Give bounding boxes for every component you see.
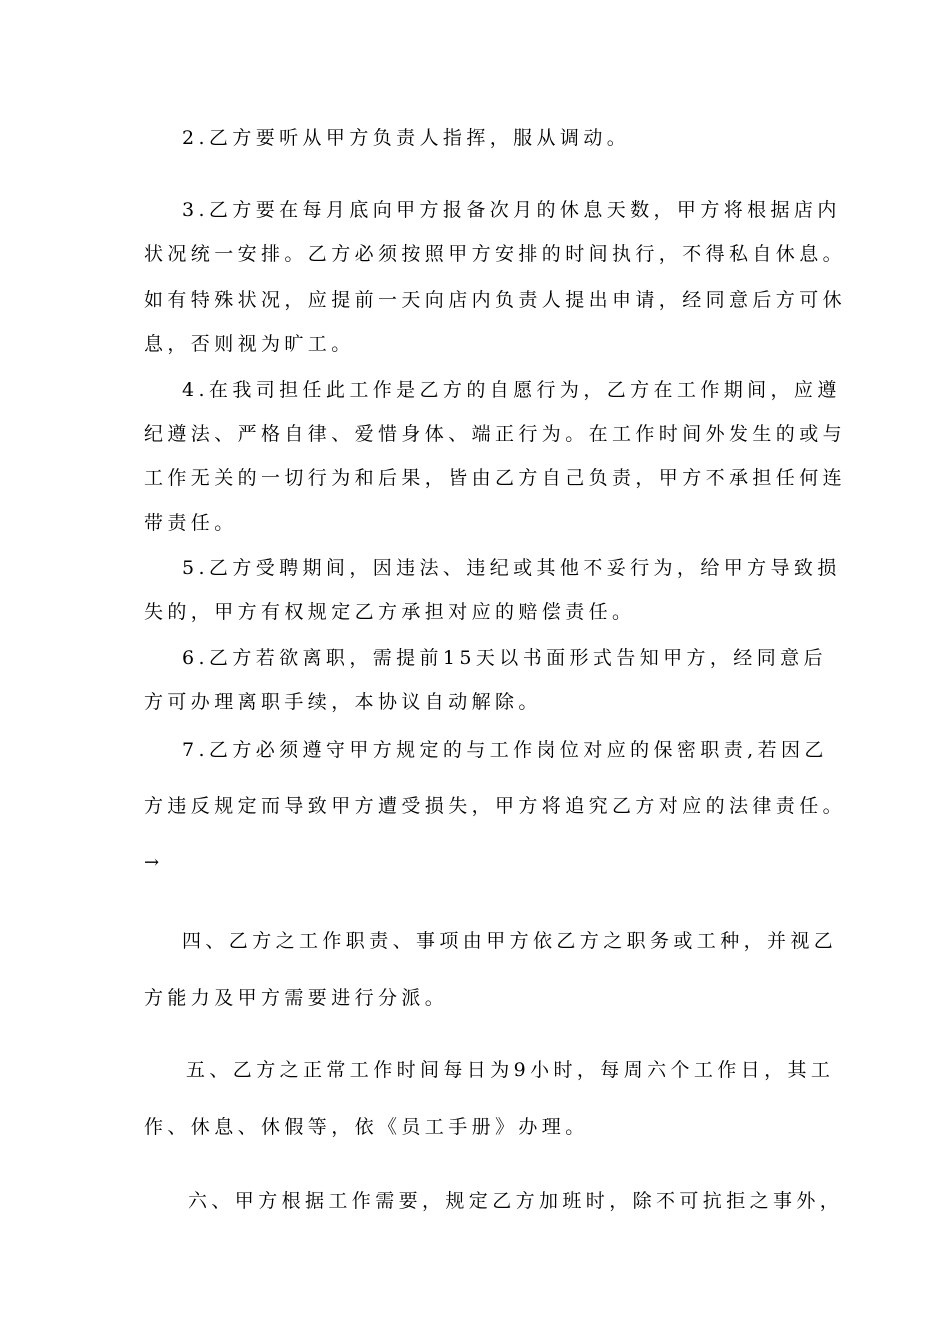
- clause-2: 2.乙方要听从甲方负责人指挥，服从调动。: [182, 127, 631, 149]
- clause-4-line-1: 4.在我司担任此工作是乙方的自愿行为，乙方在工作期间，应遵: [182, 379, 841, 401]
- clause-3-line-4: 息，否则视为旷工。: [144, 333, 355, 355]
- clause-3-line-1: 3.乙方要在每月底向甲方报备次月的休息天数，甲方将根据店内: [182, 199, 841, 221]
- section-6-line-1: 六、甲方根据工作需要，规定乙方加班时，除不可抗拒之事外，: [188, 1190, 844, 1212]
- clause-6-line-2: 方可办理离职手续，本协议自动解除。: [144, 691, 542, 713]
- arrow-icon: →: [144, 852, 160, 873]
- section-5-line-2: 作、休息、休假等，依《员工手册》办理。: [144, 1116, 589, 1138]
- section-5-line-1: 五、乙方之正常工作时间每日为9小时，每周六个工作日，其工: [186, 1059, 835, 1081]
- clause-7-line-1: 7.乙方必须遵守甲方规定的与工作岗位对应的保密职责,若因乙: [182, 739, 828, 761]
- clause-5-line-2: 失的，甲方有权规定乙方承担对应的赔偿责任。: [144, 601, 636, 623]
- clause-3-line-2: 状况统一安排。乙方必须按照甲方安排的时间执行，不得私自休息。: [144, 243, 847, 265]
- section-4-line-1: 四、乙方之工作职责、事项由甲方依乙方之职务或工种，并视乙: [182, 930, 838, 952]
- clause-3-line-3: 如有特殊状况，应提前一天向店内负责人提出申请，经同意后方可休: [144, 289, 847, 311]
- clause-4-line-2: 纪遵法、严格自律、爱惜身体、端正行为。在工作时间外发生的或与: [144, 423, 847, 445]
- clause-4-line-4: 带责任。: [144, 512, 238, 534]
- clause-6-line-1: 6.乙方若欲离职，需提前15天以书面形式告知甲方，经同意后: [182, 647, 827, 669]
- clause-7-line-2: 方违反规定而导致甲方遭受损失，甲方将追究乙方对应的法律责任。: [144, 795, 847, 817]
- clause-5-line-1: 5.乙方受聘期间，因违法、违纪或其他不妥行为，给甲方导致损: [182, 557, 841, 579]
- clause-4-line-3: 工作无关的一切行为和后果，皆由乙方自己负责，甲方不承担任何连: [144, 467, 847, 489]
- section-4-line-2: 方能力及甲方需要进行分派。: [144, 987, 449, 1009]
